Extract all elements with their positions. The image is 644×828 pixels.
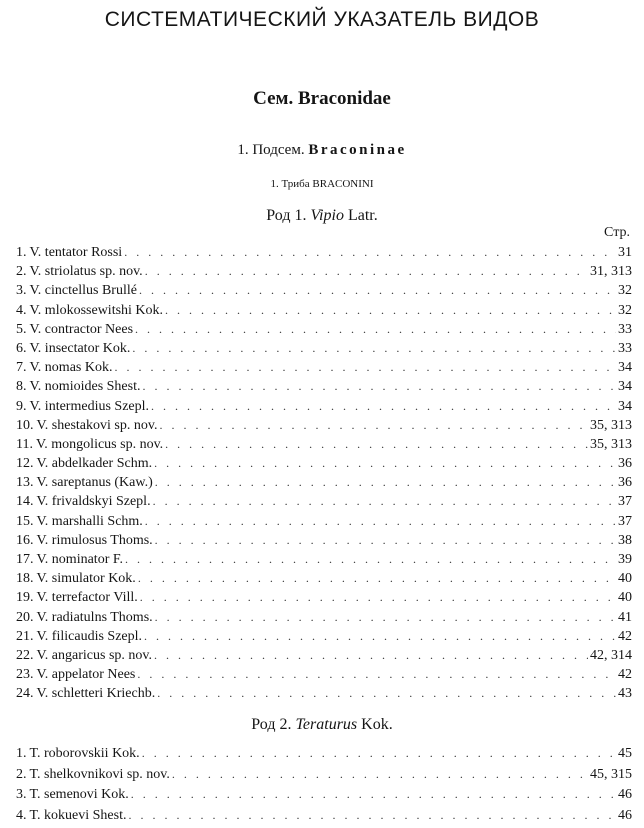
species-row	[16, 646, 632, 665]
dot-leader	[135, 320, 616, 339]
species-row	[16, 281, 632, 300]
species-name: T. semenovi Kok.	[29, 787, 129, 802]
species-row	[16, 627, 632, 646]
dot-leader	[142, 743, 616, 764]
page-number: 33	[618, 340, 632, 356]
species-number: 7.	[16, 360, 27, 376]
page-column-header: Стр.	[604, 225, 630, 240]
species-row	[16, 588, 632, 607]
genus-prefix: Род 1.	[266, 207, 307, 224]
species-number: 3.	[16, 283, 27, 299]
dot-leader	[155, 473, 616, 492]
page-number: 36	[618, 456, 632, 472]
species-name: T. kokuevi Shest.	[29, 807, 127, 823]
species-number: 5.	[16, 321, 27, 337]
genus-name: Teraturus	[295, 716, 358, 733]
subfamily-heading	[0, 142, 644, 159]
species-name: V. tentator Rossi	[29, 245, 123, 260]
species-row	[16, 454, 632, 473]
species-number: 1.	[16, 746, 27, 761]
page-number: 43	[618, 686, 632, 702]
species-name: V. angaricus sp. nov.	[36, 647, 152, 663]
species-row	[16, 512, 632, 531]
dot-leader	[154, 646, 588, 665]
species-name: V. sareptanus (Kaw.)	[36, 475, 153, 491]
species-name: V. abdelkader Schm.	[36, 456, 153, 472]
genus-author: Latr.	[347, 207, 378, 224]
species-name: V. mlokossewitshi Kok.	[29, 302, 164, 318]
page-title: СИСТЕМАТИЧЕСКИЙ УКАЗАТЕЛЬ ВИДОВ	[104, 8, 540, 31]
page-number: 31	[618, 245, 632, 260]
species-row	[16, 569, 632, 588]
species-name: V. cinctellus Brullé	[29, 283, 137, 299]
species-number: 18.	[16, 571, 34, 587]
species-name: V. radiatulns Thoms.	[36, 609, 153, 625]
page-number: 40	[618, 571, 632, 587]
species-name: V. appelator Nees	[36, 667, 136, 683]
species-number: 19.	[16, 590, 34, 606]
page-number: 35, 313	[590, 436, 632, 452]
species-number: 14.	[16, 494, 34, 510]
species-number: 20.	[16, 609, 34, 625]
genus-heading-vipio	[0, 207, 644, 225]
species-row	[16, 743, 632, 764]
species-number: 2.	[16, 766, 27, 782]
species-row	[16, 784, 632, 805]
species-row	[16, 492, 632, 511]
page-number: 46	[618, 807, 632, 823]
dot-leader	[137, 665, 616, 684]
dot-leader	[145, 512, 616, 531]
species-name: V. marshalli Schm.	[36, 513, 143, 529]
species-number: 3.	[16, 787, 27, 802]
dot-leader	[153, 492, 616, 511]
species-name: V. frivaldskyi Szepl.	[36, 494, 151, 510]
page-number: 37	[618, 494, 632, 510]
page-number: 42	[618, 667, 632, 683]
species-row	[16, 764, 632, 785]
dot-leader	[172, 764, 588, 785]
page-number: 36	[618, 475, 632, 491]
dot-leader	[138, 569, 616, 588]
dot-leader	[155, 531, 616, 550]
family-heading: Сем. Braconidae	[253, 88, 391, 109]
species-name: V. striolatus sp. nov.	[29, 264, 143, 280]
species-row	[16, 608, 632, 627]
species-name: V. nomas Kok.	[29, 360, 113, 376]
species-number: 16.	[16, 532, 34, 548]
species-name: V. rimulosus Thoms.	[36, 532, 153, 548]
page-number: 42	[618, 628, 632, 644]
species-row	[16, 339, 632, 358]
page-number: 31, 313	[590, 264, 632, 280]
species-row	[16, 243, 632, 262]
page-number: 37	[618, 513, 632, 529]
species-row	[16, 377, 632, 396]
dot-leader	[154, 454, 616, 473]
species-number: 13.	[16, 475, 34, 491]
species-list-teraturus	[16, 743, 632, 825]
dot-leader	[140, 588, 616, 607]
species-row	[16, 320, 632, 339]
genus-name: Vipio	[310, 207, 344, 224]
page-number: 33	[618, 321, 632, 337]
species-number: 9.	[16, 398, 27, 414]
page-number: 34	[618, 398, 632, 414]
species-number: 10.	[16, 417, 34, 433]
dot-leader	[151, 397, 616, 416]
dot-leader	[165, 301, 616, 320]
species-row	[16, 358, 632, 377]
species-name: V. nomioides Shest.	[29, 379, 141, 395]
species-number: 24.	[16, 686, 34, 702]
species-number: 15.	[16, 513, 34, 529]
species-number: 8.	[16, 379, 27, 395]
species-number: 23.	[16, 667, 34, 683]
species-name: V. filicaudis Szepl.	[36, 628, 143, 644]
species-name: V. mongolicus sp. nov.	[35, 436, 164, 452]
dot-leader	[132, 339, 616, 358]
dot-leader	[124, 243, 616, 262]
page-number: 45	[618, 746, 632, 761]
species-name: V. insectator Kok.	[29, 340, 131, 356]
species-row	[16, 473, 632, 492]
species-number: 2.	[16, 264, 27, 280]
dot-leader	[145, 262, 588, 281]
species-name: V. shestakovi sp. nov.	[36, 417, 158, 433]
species-row	[16, 805, 632, 826]
page-number: 32	[618, 283, 632, 299]
species-name: V. simulator Kok.	[36, 571, 136, 587]
page-number: 34	[618, 379, 632, 395]
species-row	[16, 301, 632, 320]
page-number: 32	[618, 302, 632, 318]
species-name: V. contractor Nees	[29, 321, 134, 337]
species-name: V. nominator F.	[36, 552, 124, 567]
species-row	[16, 397, 632, 416]
genus-prefix: Род 2.	[251, 716, 292, 733]
species-row	[16, 665, 632, 684]
species-number: 1.	[16, 245, 27, 260]
dot-leader	[157, 684, 616, 703]
dot-leader	[165, 435, 588, 454]
dot-leader	[159, 416, 588, 435]
page-number: 35, 313	[590, 417, 632, 433]
species-name: T. roborovskii Kok.	[29, 746, 140, 761]
dot-leader	[144, 627, 616, 646]
dot-leader	[155, 608, 616, 627]
dot-leader	[139, 281, 616, 300]
species-row	[16, 531, 632, 550]
page-number: 34	[618, 360, 632, 376]
species-number: 22.	[16, 647, 34, 663]
page-number: 39	[618, 552, 632, 567]
page-number: 41	[618, 609, 632, 625]
page-number: 42, 314	[590, 647, 632, 663]
genus-author: Kok.	[361, 716, 393, 733]
page-number: 38	[618, 532, 632, 548]
page-number: 40	[618, 590, 632, 606]
page-number: 46	[618, 787, 632, 802]
species-name: T. shelkovnikovi sp. nov.	[29, 766, 170, 782]
subfamily-name: Braconinae	[308, 142, 407, 158]
species-number: 21.	[16, 628, 34, 644]
species-number: 4.	[16, 807, 27, 823]
dot-leader	[131, 784, 616, 805]
species-row	[16, 684, 632, 703]
species-row	[16, 550, 632, 569]
species-number: 17.	[16, 552, 34, 567]
subfamily-prefix: 1. Подсем.	[237, 142, 305, 158]
dot-leader	[114, 358, 616, 377]
species-list-vipio	[16, 243, 632, 704]
species-row	[16, 416, 632, 435]
species-name: V. schletteri Kriechb.	[36, 686, 156, 702]
species-name: V. terrefactor Vill.	[36, 590, 138, 606]
dot-leader	[142, 377, 616, 396]
page-number: 45, 315	[590, 766, 632, 782]
species-number: 12.	[16, 456, 34, 472]
tribe-heading: 1. Триба BRACONINI	[270, 178, 374, 190]
species-row	[16, 262, 632, 281]
species-number: 6.	[16, 340, 27, 356]
species-name: V. intermedius Szepl.	[29, 398, 150, 414]
species-row	[16, 435, 632, 454]
dot-leader	[125, 550, 616, 569]
genus-heading-teraturus	[0, 716, 644, 734]
species-number: 4.	[16, 302, 27, 318]
species-number: 11.	[16, 436, 33, 452]
dot-leader	[128, 805, 616, 826]
